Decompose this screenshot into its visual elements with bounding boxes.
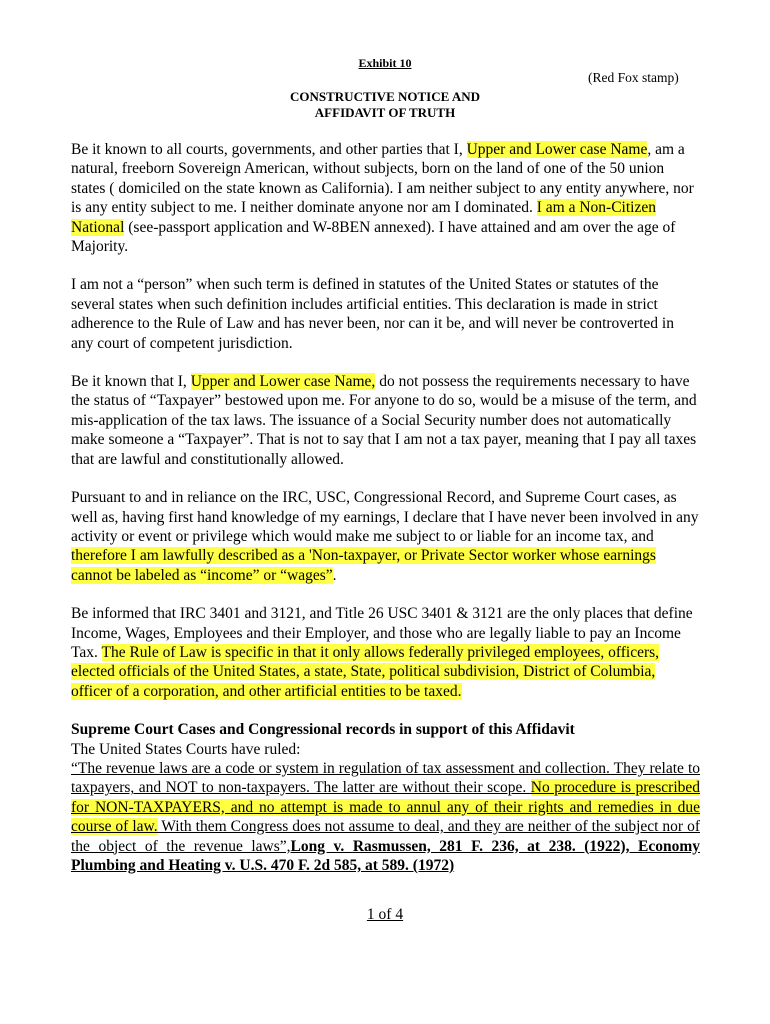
paragraph-irc-definitions <box>71 604 700 701</box>
exhibit-label: Exhibit 10 <box>358 56 412 70</box>
quote-text: With them Congress does not assume to deal, and they are neither of the subject nor of the object of the revenue laws”, <box>71 818 700 855</box>
paragraph-sovereign-declaration <box>71 140 700 256</box>
highlighted-non-taxpayer: therefore I am lawfully described as a 'Non-taxpayer, or Private Sector worker whose earnings cannot be labeled as “income” or “wages” <box>71 547 656 584</box>
paragraph-text: Be it known to all courts, governments, and other parties that I, <box>71 141 467 158</box>
paragraph-text: Pursuant to and in reliance on the IRC, USC, Congressional Record, and Supreme Court cases, as well as, having first hand knowledge of my earnings, I declare that I have never been involved in any activity or event or privilege which would make me subject to or liable for an income tax, and <box>71 489 699 545</box>
document-title <box>0 89 770 121</box>
paragraph-non-taxpayer-declaration <box>71 488 700 585</box>
paragraph-text: Be it known that I, <box>71 373 191 391</box>
quote-text: “The revenue laws are a code or system in regulation of tax assessment and collection. They relate to taxpayers, and NOT to non-taxpayers. The latter are without their scope. <box>71 759 700 797</box>
paragraph-text: do not possess the requirements necessary to have the status of “Taxpayer” bestowed upon me. For anyone to do so, would be a misuse of the term, and mis-application of the tax laws. The issuance of a Social Security number does not automatically make someone a “Taxpayer”. That is not to say that I am not a tax payer, meaning that I pay all taxes that are lawful and constitutionally allowed. <box>71 373 697 468</box>
court-quote <box>71 759 700 875</box>
paragraph-text: , am a natural, freeborn Sovereign American, without subjects, born on the land of one of the 50 union states ( domiciled on the state known as California). I am neither subject to any entity anywhere, nor is any entity subject to me. I neither dominate anyone nor am I dominated. <box>71 141 694 217</box>
highlighted-rule-of-law: The Rule of Law is specific in that it only allows federally privileged employees, officers, elected officials of the United States, a state, State, political subdivision, District of Columbia, officer of a corporation, and other artificial entities to be taxed. <box>71 643 660 700</box>
document-body <box>71 140 700 875</box>
paragraph-taxpayer-status <box>71 372 700 469</box>
highlighted-name: Upper and Lower case Name <box>466 141 648 158</box>
title-line-2: AFFIDAVIT OF TRUTH <box>314 105 456 120</box>
page-number: 1 of 4 <box>366 906 404 923</box>
stamp-note: (Red Fox stamp) <box>588 70 679 85</box>
title-line-1: CONSTRUCTIVE NOTICE AND <box>290 89 480 104</box>
highlighted-name: Upper and Lower case Name, <box>190 373 376 391</box>
case-citation: Long v. Rasmussen, 281 F. 236, at 238. (1922), Economy Plumbing and Heating v. U.S. 470 F. 2d 585, at 589. (1972) <box>71 837 700 874</box>
paragraph-text: I am not a “person” when such term is defined in statutes of the United States or statutes of the several states when such definition includes artificial entities. This declaration is made in strict adherence to the Rule of Law and has never been, nor can it be, and will never be controverted in any court of competent jurisdiction. <box>71 276 674 352</box>
paragraph-text: Be informed that IRC 3401 and 3121, and Title 26 USC 3401 & 3121 are the only places that define Income, Wages, Employees and their Employer, and those who are legally liable to pay an Income Tax. <box>71 605 693 661</box>
paragraph-text: . <box>332 566 337 584</box>
paragraph-person-definition <box>71 275 700 353</box>
highlighted-quote: No procedure is prescribed for NON-TAXPAYERS, and no attempt is made to annul any of their rights and remedies in due course of law. <box>71 779 701 836</box>
paragraph-text: (see-passport application and W-8BEN annexed). I have attained and am over the age of Majority. <box>71 218 676 256</box>
section-heading: Supreme Court Cases and Congressional records in support of this Affidavit <box>71 721 575 739</box>
highlighted-national-status: I am a Non-Citizen National <box>71 199 656 236</box>
section-intro: The United States Courts have ruled: <box>71 740 301 758</box>
